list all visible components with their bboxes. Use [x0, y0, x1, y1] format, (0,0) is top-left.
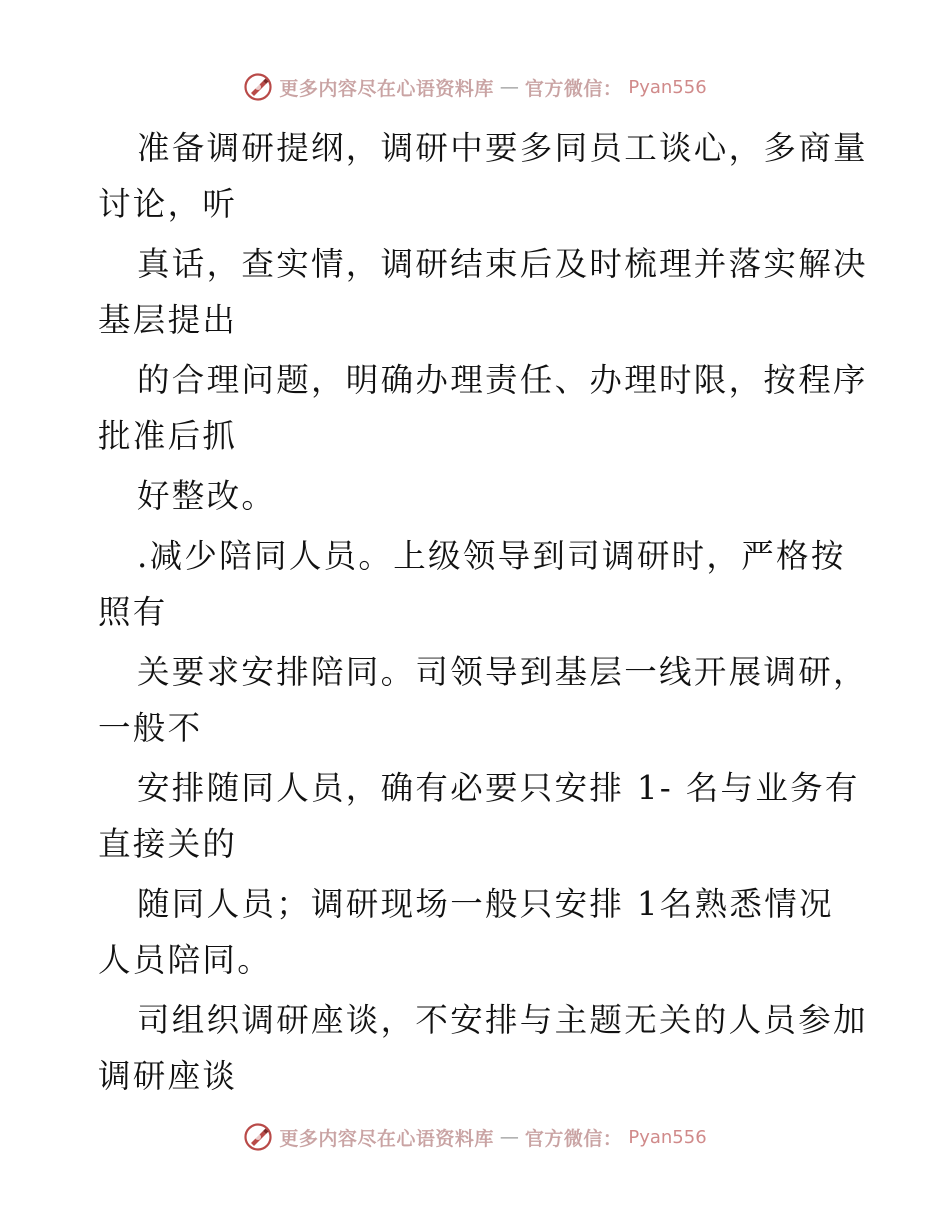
watermark-official-text: 官方微信： [524, 77, 623, 100]
text-line: 基层提出 [98, 301, 238, 339]
text-line: 随同人员；调研现场一般只安排 1名熟悉情况 [137, 885, 834, 923]
text-line: 准备调研提纲，调研中要多同员工谈心，多商量 [137, 129, 868, 167]
watermark-main-text: 更多内容尽在心语资料库 [279, 1127, 494, 1150]
watermark-dash: — [499, 76, 519, 98]
watermark-wechat-id: Pyan556 [628, 1126, 707, 1148]
text-line: 真话，查实情，调研结束后及时梳理并落实解决 [137, 245, 868, 283]
text-line: .减少陪同人员。上级领导到司调研时，严格按 [137, 537, 846, 575]
text-line: 一般不 [98, 709, 203, 747]
text-line: 照有 [98, 593, 168, 631]
pen-logo-icon [243, 1122, 273, 1152]
text-line: 关要求安排陪同。司领导到基层一线开展调研， [137, 653, 868, 691]
watermark-official-text: 官方微信： [524, 1127, 623, 1150]
footer-watermark [0, 1122, 950, 1152]
text-line: 直接关的 [98, 825, 238, 863]
text-line: 的合理问题，明确办理责任、办理时限，按程序 [137, 361, 868, 399]
text-line: 讨论，听 [98, 185, 238, 223]
text-line: 好整改。 [137, 477, 277, 515]
watermark-wechat-id: Pyan556 [628, 76, 707, 98]
text-line: 司组织调研座谈，不安排与主题无关的人员参加 [137, 1001, 868, 1039]
watermark-main-text: 更多内容尽在心语资料库 [279, 77, 494, 100]
text-line: 安排随同人员，确有必要只安排 1- 名与业务有 [137, 769, 860, 807]
text-line: 调研座谈 [98, 1057, 238, 1095]
watermark-dash: — [499, 1126, 519, 1148]
text-line: 批准后抓 [98, 417, 238, 455]
text-line: 人员陪同。 [98, 941, 273, 979]
